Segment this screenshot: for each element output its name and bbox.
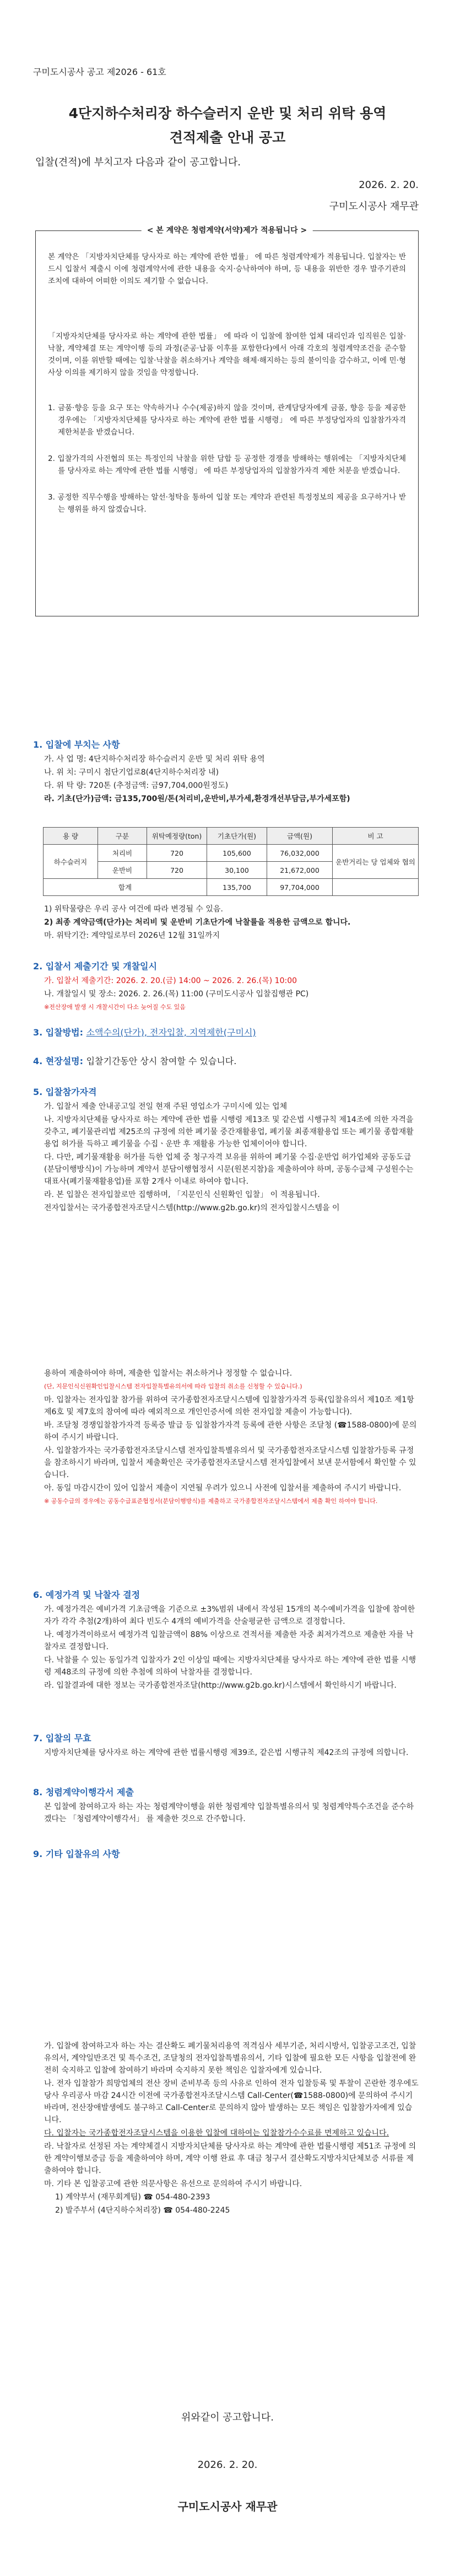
section-1-title: 1. 입찰에 부치는 사항 (33, 739, 120, 750)
integrity-contract-box (35, 226, 419, 616)
section-3-title: 3. 입찰방법: (33, 1027, 84, 1038)
table-cell (333, 879, 419, 896)
section-5-body-part-1 (44, 1101, 419, 1215)
integrity-paragraph-2: 「지방자치단체를 당사자로 하는 계약에 관한 법률」 에 따라 이 입찰에 참여한 업체 대리인과 임직원은 입찰·낙찰, 계약체결 또는 계약이행 등의 과정(준공·납품 이후를 포함한다)에서 아래 각호의 청렴계약조건을 준수할 것이며, 이를 위반할 때에는 입찰·낙찰을 취소하거나 계약을 해제·해지하는 등의 불이익을 감수하고, 이에 민·형사상 이의를 제기하지 않을 것임을 약정합니다. (48, 332, 406, 377)
title-line-2: 견적제출 안내 공고 (169, 130, 286, 146)
table-total-row (44, 879, 419, 896)
section-2-item-b: 나. 개찰일시 및 장소: 2026. 2. 26.(목) 11:00 (구미도시공사 입찰집행관 PC) (44, 990, 309, 999)
section-5-item-b: 나. 지방자치단체를 당사자로 하는 계약에 관한 법률 시행령 제13조 및 같은법 시행규칙 제14조에 의한 자격을 갖추고, 폐기물관리법 제25조의 규정에 의한 폐기물 중간재활용업, 폐기물 최종재활용업 또는 폐기물 종합재활용업 허가를 득하고 폐기물을 수집ㆍ운반 후 재활용 가능한 업체이어야 합니다. (44, 1115, 414, 1149)
integrity-paragraph-1: 본 계약은 「지방자치단체를 당사자로 하는 계약에 관한 법률」 에 따른 청렴계약제가 적용됩니다. 입찰자는 반드시 입찰서 제출시 이에 청렴계약서에 관한 내용을 숙지·승낙하여야 하며, 등 내용을 위반한 경우 발주기관의 조치에 대하여 어떠한 이의도 제기할 수 없습니다. (48, 253, 406, 286)
section-5-item-e: 용하여 제출하여야 하며, 제출한 입찰서는 취소하거나 정정할 수 없습니다. (44, 1369, 292, 1378)
footer-org: 구미도시공사 재무관 (177, 2500, 278, 2513)
section-6-body (44, 1603, 419, 1693)
section-1-item-b: 나. 위 치: 구미시 첨단기업로8(4단지하수처리장 내) (44, 768, 219, 777)
section-1-note-2: 2) 최종 계약금액(단가)는 처리비 및 운반비 기초단가에 낙찰률을 적용한 금액으로 합니다. (44, 918, 351, 927)
section-2-item-a: 가. 입찰서 제출기간: 2026. 2. 20.(금) 14:00 ~ 2026. 2. 26.(목) 10:00 (44, 976, 297, 985)
table-cell: 720 (147, 862, 207, 879)
table-header: 구분 (98, 828, 147, 845)
table-cell: 135,700 (207, 879, 267, 896)
section-6-item-a: 가. 예정가격은 예비가격 기초금액을 기준으로 ±3%범위 내에서 작성된 15개의 복수예비가격을 입찰에 참여한 자가 각각 추첨(2개)하여 최다 빈도수 4개의 예비가격을 산술평균한 금액으로 결정합니다. (44, 1605, 415, 1626)
section-9-item-d: 라. 낙찰자로 선정된 자는 계약체결시 지방자치단체를 당사자로 하는 계약에 관한 법률시행령 제51조 규정에 의한 계약이행보증금 등을 제출하여야 하며, 계약 이행 완료 후 대금 청구서 결산확도지방자치단체보증 서류를 제출하여야 합니다. (44, 2142, 416, 2175)
section-1-item-d: 라. 기초(단가)금액: 금135,700원/톤(처리비,운반비,부가세,환경개선부담금,부가세포함) (44, 795, 350, 803)
table-cell: 30,100 (207, 862, 267, 879)
notice-number: 구미도시공사 공고 제2026 - 61호 (33, 67, 166, 77)
section-2-title: 2. 입찰서 제출기간 및 개찰일시 (33, 961, 157, 972)
table-header: 용 량 (44, 828, 98, 845)
section-5-e-note: (단, 지문인식신원확인입찰시스템 전자입찰특별유의서에 따라 입찰의 취소를 신청할 수 있습니다.) (44, 1383, 302, 1390)
section-5-i-note: ※ 공동수급의 경우에는 공동수급표준협정서(분담이행방식)를 제출하고 국가종합전자조달시스템에서 제출 확인 하여야 합니다. (44, 1498, 378, 1505)
section-5-body-part-2 (44, 1367, 419, 1509)
table-cell: 76,032,000 (267, 845, 333, 862)
section-1-note-1: 1) 위탁물량은 우리 공사 여건에 따라 변경될 수 있음. (44, 905, 223, 914)
intro-text: 입찰(견적)에 부치고자 다음과 같이 공고합니다. (35, 157, 241, 168)
section-5-item-a: 가. 입찰서 제출 안내공고일 전일 현재 주된 영업소가 구미시에 있는 업체 (44, 1102, 288, 1111)
section-9-body (44, 2040, 419, 2218)
section-1-body (44, 753, 419, 806)
section-1-item-a: 가. 사 업 명: 4단지하수처리장 하수슬러지 운반 및 처리 위탁 용역 (44, 755, 265, 764)
table-cell: 97,704,000 (267, 879, 333, 896)
table-cell: 합계 (44, 879, 207, 896)
table-header: 금액(원) (267, 828, 333, 845)
integrity-item: 3. 공정한 직무수행을 방해하는 알선·청탁을 통하여 입찰 또는 계약과 관련된 특정정보의 제공을 요구하거나 받는 행위를 하지 않겠습니다. (48, 493, 406, 514)
section-1-item-e: 마. 위탁기간: 계약일로부터 2026년 12월 31일까지 (44, 931, 220, 940)
table-header: 위탁예정량(ton) (147, 828, 207, 845)
section-5-item-i: 아. 동일 마감시간이 있어 입찰서 제출이 지연될 우려가 있으니 사전에 입찰서를 제출하여 주시기 바랍니다. (44, 1484, 402, 1493)
section-3-value: 소액수의(단가), 전자입찰, 지역제한(구미시) (86, 1027, 256, 1038)
integrity-list (48, 402, 406, 530)
section-2-body (44, 975, 419, 1015)
section-4-title: 4. 현장설명: (33, 1056, 84, 1066)
section-7-text: 지방자치단체를 당사자로 하는 계약에 관한 법률시행령 제39조, 같은법 시행규칙 제42조의 규정에 의합니다. (44, 1748, 409, 1757)
section-5-item-d2: 전자입찰서는 국가종합전자조달시스템(http://www.g2b.go.kr)의 전자입찰시스템을 이 (44, 1204, 340, 1212)
cost-table (43, 827, 419, 896)
table-cell: 하수슬러지 (44, 845, 98, 879)
table-cell: 21,672,000 (267, 862, 333, 879)
header-org: 구미도시공사 재무관 (329, 201, 419, 212)
section-1-item-c: 다. 위 탁 량: 720톤 (추정금액: 금97,704,000원정도) (44, 781, 229, 790)
section-9-item-a: 가. 입찰에 참여하고자 하는 자는 결산확도 폐기물처리용역 적격심사 세부기준, 처리시방서, 입찰공고조건, 입찰유의서, 계약일반조건 및 특수조건, 조달청의 전자입찰특별유의서, 기타 입찰에 필요한 모든 사항을 입찰전에 완전히 숙지하고 입찰에 참여하기 바라며 숙지하지 못한 책임은 입찰자에게 있습니다. (44, 2042, 416, 2075)
section-6-item-b: 나. 예정가격이하로서 예정가격 입찰금액이 88% 이상으로 견적서를 제출한 자중 최저가격으로 제출한 자를 낙찰자로 결정합니다. (44, 1630, 414, 1651)
contact-ordering: 2) 발주부서 (4단지하수처리장) ☎ 054-480-2245 (55, 2206, 230, 2215)
header-date: 2026. 2. 20. (359, 179, 419, 191)
table-cell: 운반거리는 당 업체와 협의 (333, 845, 419, 879)
section-9-item-b: 나. 전자 입찰참가 희망업체의 전산 장비 준비부족 등의 사유로 인하여 전자 입찰등록 및 투찰이 곤란한 경우에도 당사 우리공사 마감 24시간 이전에 국가종합전자조달시스템 Call-Center(☎1588-0800)에 문의하여 주시기 바라며, 전산장애발생에도 불구하고 Call-Center로 문의하지 않아 발생하는 모든 책임은 입찰참가자에게 있습니다. (44, 2079, 419, 2124)
title-line-1: 4단지하수처리장 하수슬러지 운반 및 처리 위탁 용역 (68, 105, 387, 121)
section-4 (33, 1054, 236, 1067)
section-6-item-c: 다. 낙찰률 수 있는 동일가격 입찰자가 2인 이상일 때에는 지방자치단체를 당사자로 하는 계약에 관한 법률 시행령 제48조의 규정에 의한 추첨에 의하여 낙찰자를 결정합니다. (44, 1656, 416, 1677)
section-6-title: 6. 예정가격 및 낙찰자 결정 (33, 1590, 140, 1600)
integrity-item: 1. 금품·향응 등을 요구 또는 약속하거나 수수(제공)하지 않을 것이며, 관계담당자에게 금품, 향응 등을 제공한 경우에는 「지방자치단체를 당사자로 하는 계약에 관한 법률 시행령」 에 따른 부정당업자의 입찰참가자격 제한처분을 받겠습니다. (48, 404, 406, 437)
table-header-row (44, 828, 419, 845)
table-row (44, 845, 419, 862)
section-2-note: ※전산장애 발생 시 개찰시간이 다소 늦어질 수도 있음 (44, 1003, 186, 1011)
table-header: 기초단가(원) (207, 828, 267, 845)
section-9-item-c: 다. 입찰자는 국가종합전자조달시스템을 이용한 입찰에 대하여는 입찰참가수수료를 면제하고 있습니다. (44, 2129, 389, 2138)
section-1-notes (44, 903, 419, 943)
section-5-item-f: 마. 입찰자는 전자입찰 참가를 위하여 국가종합전자조달시스템에 입찰참가자격 등록(입찰유의서 제10조 제1항 제6호 및 제7호의 참여에 따라 예외적으로 개인인증서에 의한 전자입찰 제출이 가능합니다). (44, 1396, 414, 1416)
contact-finance: 1) 계약부서 (재무회계팀) ☎ 054-480-2393 (55, 2193, 210, 2202)
page-title (0, 101, 455, 150)
table-cell: 105,600 (207, 845, 267, 862)
section-9-item-e: 마. 기타 본 입찰공고에 관한 의문사항은 유선으로 문의하여 주시기 바랍니다. (44, 2180, 302, 2188)
section-5-item-h: 사. 입찰참가자는 국가종합전자조달시스템 전자입찰특별유의서 및 국가종합전자조달시스템 입찰참가등록 규정을 참조하시기 바라며, 입찰서 제출확인은 국가종합전자조달시스템 전자입찰에서 보낸 문서함에서 확인할 수 있습니다. (44, 1446, 416, 1479)
section-5-item-g: 바. 조달청 경쟁입찰참가자격 등록증 발급 등 입찰참가자격 등록에 관한 사항은 조달청 (☎1588-0800)에 문의하여 주시기 바랍니다. (44, 1421, 417, 1442)
integrity-box-heading: < 본 계약은 청렴계약(서약)제가 적용됩니다 > (142, 224, 313, 235)
section-4-value: 입찰기간동안 상시 참여할 수 있습니다. (86, 1056, 237, 1066)
table-cell: 운반비 (98, 862, 147, 879)
section-5-title: 5. 입찰참가자격 (33, 1087, 97, 1097)
section-3 (33, 1026, 256, 1038)
section-8-title: 8. 청렴계약이행각서 제출 (33, 1787, 134, 1797)
integrity-item: 2. 입찰가격의 사전협의 또는 특정인의 낙찰을 위한 담합 등 공정한 경쟁을 방해하는 행위에는 「지방자치단체를 당사자로 하는 계약에 관한 법률 시행령」 에 따른 부정당업자의 입찰참가자격 제한 처분을 받겠습니다. (48, 454, 406, 475)
section-7-title: 7. 입찰의 무효 (33, 1733, 91, 1743)
table-header: 비 고 (333, 828, 419, 845)
table-cell: 720 (147, 845, 207, 862)
section-9-title: 9. 기타 입찰유의 사항 (33, 1849, 120, 1859)
section-5-item-c: 다. 다만, 폐기물재활용 허가를 득한 업체 중 청구자격 보유를 위하여 폐기물 수집·운반업 허가업체와 공동도급(분담이행방식)이 가능하며 계약서 분담이행협정서 시문(원본지참)을 제출하여야 하며, 공동수급체 구성원수는 대표사(폐기물재활용업)를 포함 2개사 이내로 하여야 합니다. (44, 1153, 414, 1186)
section-8-text: 본 입찰에 참여하고자 하는 자는 청렴계약이행을 위한 청렴계약 입찰특별유의서 및 청렴계약특수조건을 준수하겠다는 「청렴계약이행각서」 를 제출한 것으로 간주합니다. (44, 1802, 414, 1823)
footer-announcement: 위와같이 공고합니다. (181, 2412, 274, 2423)
section-6-item-d: 라. 입찰결과에 대한 정보는 국가종합전자조달(http://www.g2b.go.kr)시스템에서 확인하시기 바랍니다. (44, 1681, 397, 1690)
footer-date: 2026. 2. 20. (197, 2459, 258, 2471)
section-5-item-d: 라. 본 입찰은 전자입찰로만 집행하며, 「지문인식 신원확인 입찰」 이 적용됩니다. (44, 1190, 320, 1199)
table-cell: 처리비 (98, 845, 147, 862)
